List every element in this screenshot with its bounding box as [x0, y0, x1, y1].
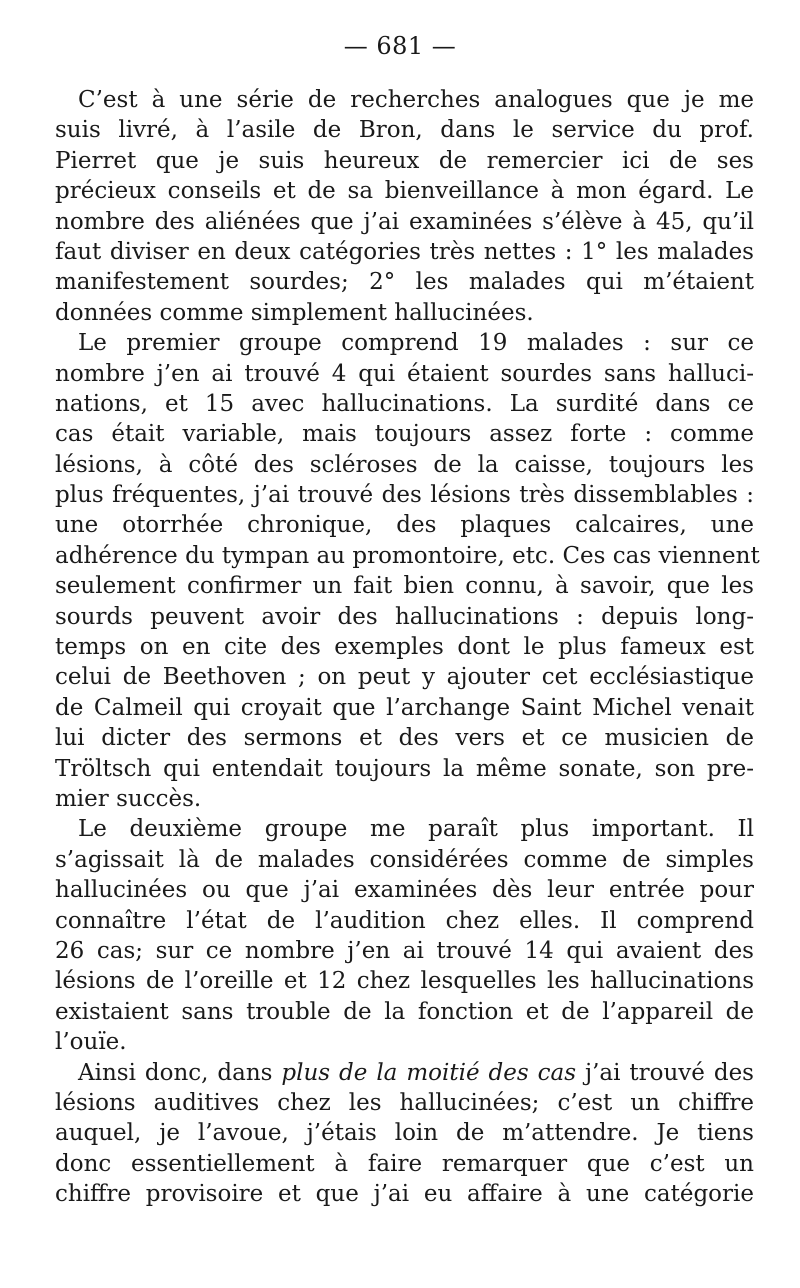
text-segment: j’ai trouvé des — [576, 1059, 754, 1086]
text-line: Le premier groupe comprend 19 malades : sur ce — [78, 330, 754, 357]
text-line: faut diviser en deux catégories très nettes : 1° les malades — [55, 238, 754, 265]
text-line: lésions auditives chez les hallucinées; c’est un chiffre — [55, 1089, 754, 1116]
text-line: donc essentiellement à faire remarquer que c’est un — [55, 1150, 754, 1177]
text-line: lésions, à côté des scléroses de la caisse, toujours les — [55, 451, 754, 478]
text-line: l’ouïe. — [55, 1029, 127, 1056]
text-line: nations, et 15 avec hallucinations. La surdité dans ce — [55, 390, 754, 417]
text-line: chiffre provisoire et que j’ai eu affaire à une catégorie — [55, 1181, 754, 1208]
text-line: lui dicter des sermons et des vers et ce musicien de — [55, 725, 754, 752]
text-line: 26 cas; sur ce nombre j’en ai trouvé 14 qui avaient des — [55, 937, 754, 964]
text-line: lésions de l’oreille et 12 chez lesquelles les hallucinations — [55, 968, 754, 995]
text-line: nombre des aliénées que j’ai examinées s’élève à 45, qu’il — [55, 208, 754, 235]
text-line: données comme simplement hallucinées. — [55, 299, 534, 326]
paragraph-1 — [55, 85, 754, 328]
paragraph-3 — [55, 814, 754, 1057]
text-line: Le deuxième groupe me paraît plus important. Il — [78, 816, 754, 843]
text-line: précieux conseils et de sa bienveillance à mon égard. Le — [55, 178, 754, 205]
text-segment: Ainsi donc, dans — [78, 1059, 282, 1086]
text-line: seulement confirmer un fait bien connu, à savoir, que les — [55, 573, 754, 600]
text-line: manifestement sourdes; 2° les malades qui m’étaient — [55, 269, 754, 296]
text-line: suis livré, à l’asile de Bron, dans le service du prof. — [55, 117, 754, 144]
text-line: sourds peuvent avoir des hallucinations : depuis long- — [55, 603, 754, 630]
text-line: de Calmeil qui croyait que l’archange Saint Michel venait — [55, 694, 754, 721]
text-line: hallucinées ou que j’ai examinées dès leur entrée pour — [55, 877, 754, 904]
text-line: celui de Beethoven ; on peut y ajouter cet ecclésiastique — [55, 664, 754, 691]
text-line: s’agissait là de malades considérées comme de simples — [55, 846, 754, 873]
text-line: adhérence du tympan au promontoire, etc. Ces cas viennent — [55, 542, 760, 569]
text-line: plus fréquentes, j’ai trouvé des lésions très dissemblables : — [55, 482, 754, 509]
text-line: Pierret que je suis heureux de remercier ici de ses — [55, 147, 754, 174]
page-number: — 681 — — [343, 32, 457, 60]
text-line: mier succès. — [55, 785, 202, 812]
emphasized-text: plus de la moitié des cas — [281, 1059, 576, 1086]
text-line: connaître l’état de l’audition chez elles. Il comprend — [55, 907, 754, 934]
body-text — [55, 85, 760, 1209]
text-line: Tröltsch qui entendait toujours la même sonate, son pre- — [55, 755, 754, 782]
text-line-with-emphasis — [55, 1058, 754, 1088]
paragraph-4 — [55, 1058, 754, 1210]
text-line: temps on en cite des exemples dont le plus fameux est — [55, 634, 754, 661]
text-line: existaient sans trouble de la fonction et de l’appareil de — [55, 998, 754, 1025]
text-line: une otorrhée chronique, des plaques calcaires, une — [55, 512, 754, 539]
text-line: cas était variable, mais toujours assez forte : comme — [55, 421, 754, 448]
paragraph-2 — [55, 328, 760, 814]
text-line: auquel, je l’avoue, j’étais loin de m’attendre. Je tiens — [55, 1120, 754, 1147]
text-line: nombre j’en ai trouvé 4 qui étaient sourdes sans halluci- — [55, 360, 754, 387]
text-line: C’est à une série de recherches analogues que je me — [78, 87, 754, 113]
